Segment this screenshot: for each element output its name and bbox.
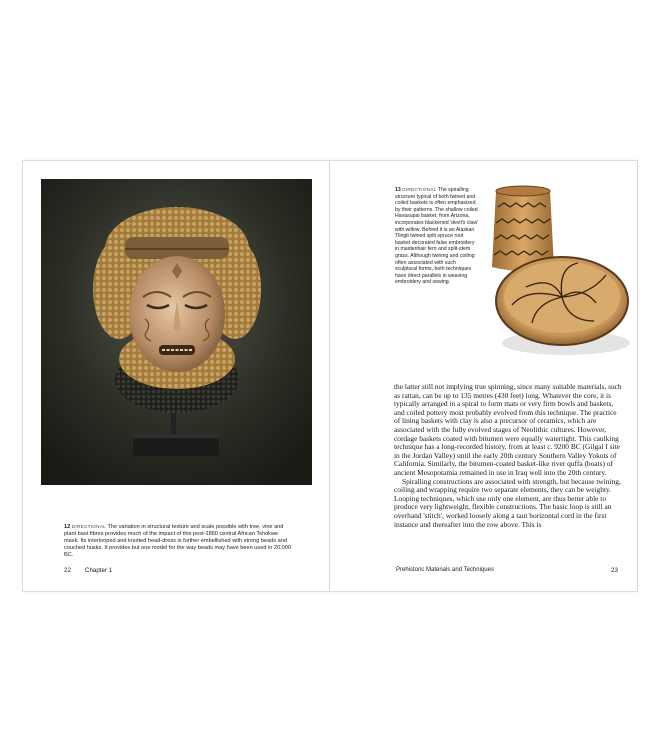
figure-caption-12 [64, 523, 294, 559]
figure-number: 12 [64, 524, 71, 530]
mask-photo [41, 179, 312, 485]
figure-direction: DIRECTIONAL [402, 187, 437, 192]
folio-number-left: 22 [64, 567, 71, 574]
running-head: Prehistoric Materials and Techniques [396, 567, 494, 573]
figure-caption-13 [395, 187, 479, 286]
caption-text: The spiralling structure typical of both twined and coiled baskets is often emphasized by their patterns. The shallow coiled Havasupai basket, from Arizona, incorporates blackened 'devil's claw' with willow. Behind it is an Alaskan Tlingit twined split spruce root basket decorated false embroidery in maidenhair fern and split-stem grass. Although twining and coiling often associated with such sculptural forms, both techniques have direct parallels in weaving embroidery and sewing. [395, 187, 479, 286]
folio-label-left: Chapter 1 [85, 567, 113, 574]
left-page [23, 161, 329, 591]
right-page [330, 161, 637, 591]
book-spread [22, 160, 638, 592]
caption-text: The variation in structural texture and scale possible with tree, vine and plant bast fibres provides much of the impact of this post-1860 central African Tshokwe mask. Its interlooped and knotted head-dress is further embellished with strong beads and couched husks. It provides but one model for the way beads may have been used in 20,000 BC. [64, 524, 292, 558]
body-paragraph: the latter still not implying true spinning, since many suitable materials, such as rattan, can be up to 135 metres (430 feet) long. Whatever the core, it is typically arranged in a spiral to form mats or very firm bowls and baskets, and coiled pottery most probably evolved from this technique. The practice of lining baskets with clay is also a precursor of ceramics, which are associated with the fully evolved stages of Neolithic cultures. However, cordage baskets coated with bitumen were equally watertight. This caulking technique has a long-recorded history, from at least c. 9200 BC (Gilgal I site in the Jordan Valley) until the early 20th century Southern Valley Yokuts of California. Similarly, the bitumen-coated basket-like river quffa (boats) of ancient Mesopotamia remained in use in Iraq well into the 20th century. [394, 382, 622, 477]
folio-number-right: 23 [611, 567, 618, 574]
baskets-photo [480, 183, 630, 363]
body-paragraph: Spiralling constructions are associated with strength, but because twining, coiling and wrapping require two separate elements, they can be weighty. Looping techniques, which use only one element, are thus better able to produce very lightweight, flexible constructions. The basic loop is still an overhand 'stitch', worked loosely along a taut horizontal cord in the first instance and thereafter into the row above. This is [394, 476, 621, 529]
figure-number: 13 [395, 187, 401, 193]
body-text [394, 383, 624, 529]
figure-direction: DIRECTIONAL [71, 524, 106, 529]
mask-illustration [41, 179, 312, 485]
